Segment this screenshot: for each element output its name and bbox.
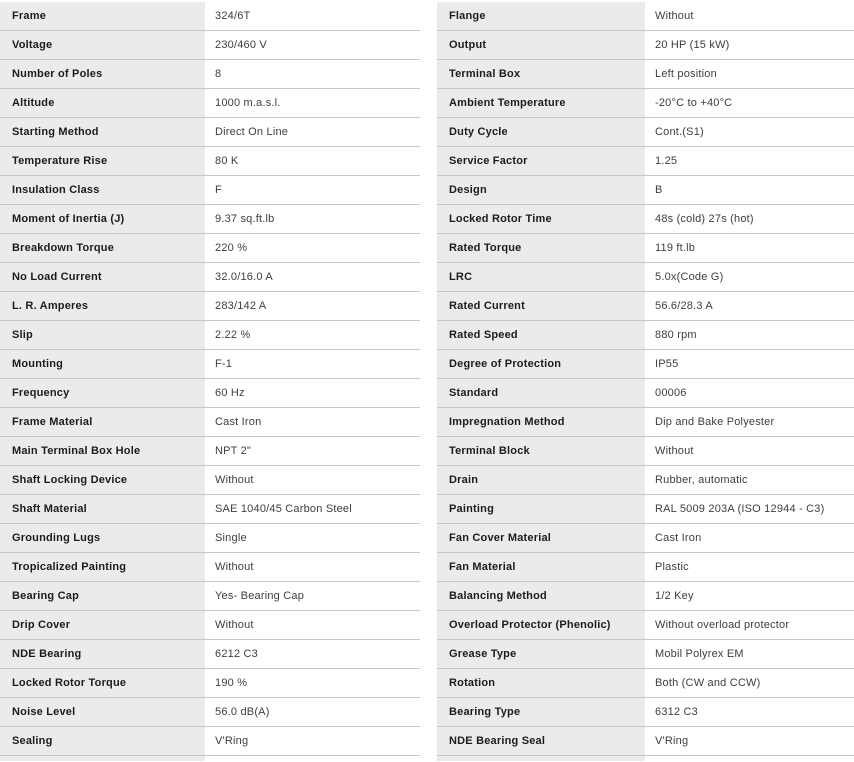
spec-label: Temperature Rise [0, 147, 205, 175]
spec-row [0, 379, 420, 408]
spec-row [0, 437, 420, 466]
spec-label: LRC [437, 263, 645, 291]
spec-label [437, 756, 645, 761]
spec-row [437, 89, 854, 118]
spec-label: Insulation Class [0, 176, 205, 204]
spec-row [0, 582, 420, 611]
spec-value: 56.6/28.3 A [645, 292, 854, 320]
spec-label: Mounting [0, 350, 205, 378]
spec-value: 283/142 A [205, 292, 420, 320]
spec-label: Painting [437, 495, 645, 523]
spec-value: 2.22 % [205, 321, 420, 349]
spec-row [437, 118, 854, 147]
spec-row [437, 60, 854, 89]
spec-row [0, 60, 420, 89]
spec-row [437, 205, 854, 234]
spec-label: Noise Level [0, 698, 205, 726]
spec-value [645, 756, 854, 761]
spec-value: Rubber, automatic [645, 466, 854, 494]
spec-label: Rated Current [437, 292, 645, 320]
spec-row [437, 640, 854, 669]
spec-value: Cast Iron [645, 524, 854, 552]
spec-label: Altitude [0, 89, 205, 117]
spec-table-right [437, 2, 854, 761]
spec-value: 6312 C3 [645, 698, 854, 726]
spec-row [0, 176, 420, 205]
spec-row [437, 727, 854, 756]
spec-value: 324/6T [205, 2, 420, 30]
spec-row [437, 292, 854, 321]
spec-value: Without [645, 2, 854, 30]
spec-label: No Load Current [0, 263, 205, 291]
spec-label: Frame Material [0, 408, 205, 436]
spec-row [0, 698, 420, 727]
spec-row [437, 350, 854, 379]
spec-label: Rated Torque [437, 234, 645, 262]
spec-row [0, 205, 420, 234]
spec-row [437, 698, 854, 727]
spec-label: Design [437, 176, 645, 204]
spec-row [0, 234, 420, 263]
spec-label: Voltage [0, 31, 205, 59]
spec-label: Bearing Cap [0, 582, 205, 610]
spec-label: Rated Speed [437, 321, 645, 349]
spec-label: Tropicalized Painting [0, 553, 205, 581]
spec-value: 119 ft.lb [645, 234, 854, 262]
spec-value: IP55 [645, 350, 854, 378]
spec-row-partial [0, 756, 420, 761]
spec-label: Frequency [0, 379, 205, 407]
spec-row [437, 408, 854, 437]
spec-row [0, 89, 420, 118]
spec-value: 220 % [205, 234, 420, 262]
spec-value: Yes- Bearing Cap [205, 582, 420, 610]
spec-row-partial [437, 756, 854, 761]
spec-label: Sealing [0, 727, 205, 755]
spec-value: 00006 [645, 379, 854, 407]
spec-label: Overload Protector (Phenolic) [437, 611, 645, 639]
spec-value: 880 rpm [645, 321, 854, 349]
spec-value: B [645, 176, 854, 204]
spec-value: Direct On Line [205, 118, 420, 146]
spec-value: Without overload protector [645, 611, 854, 639]
spec-value: V'Ring [205, 727, 420, 755]
spec-value: V'Ring [645, 727, 854, 755]
spec-row [0, 495, 420, 524]
spec-row [0, 669, 420, 698]
spec-label: Bearing Type [437, 698, 645, 726]
spec-value: 1000 m.a.s.l. [205, 89, 420, 117]
spec-label: L. R. Amperes [0, 292, 205, 320]
spec-value: F-1 [205, 350, 420, 378]
spec-value: 8 [205, 60, 420, 88]
spec-row [437, 582, 854, 611]
spec-row [0, 350, 420, 379]
spec-value: 48s (cold) 27s (hot) [645, 205, 854, 233]
spec-row [0, 466, 420, 495]
spec-value: 9.37 sq.ft.lb [205, 205, 420, 233]
spec-row [0, 31, 420, 60]
spec-row [437, 379, 854, 408]
spec-label: Impregnation Method [437, 408, 645, 436]
spec-row [0, 118, 420, 147]
spec-row [437, 495, 854, 524]
spec-value: Without [645, 437, 854, 465]
spec-row [437, 321, 854, 350]
spec-row [437, 263, 854, 292]
spec-label: Degree of Protection [437, 350, 645, 378]
spec-label: Ambient Temperature [437, 89, 645, 117]
spec-value: SAE 1040/45 Carbon Steel [205, 495, 420, 523]
spec-label: NDE Bearing Seal [437, 727, 645, 755]
spec-value [205, 756, 420, 761]
spec-label: Terminal Block [437, 437, 645, 465]
spec-row [437, 466, 854, 495]
spec-label: Locked Rotor Torque [0, 669, 205, 697]
spec-label: Shaft Material [0, 495, 205, 523]
spec-label: Terminal Box [437, 60, 645, 88]
spec-row [0, 727, 420, 756]
spec-label: Grounding Lugs [0, 524, 205, 552]
spec-label: Main Terminal Box Hole [0, 437, 205, 465]
spec-row [0, 321, 420, 350]
spec-label: Fan Material [437, 553, 645, 581]
spec-label: Duty Cycle [437, 118, 645, 146]
spec-row [0, 640, 420, 669]
spec-value: Without [205, 553, 420, 581]
spec-value: Without [205, 466, 420, 494]
spec-value: 1/2 Key [645, 582, 854, 610]
spec-row [437, 437, 854, 466]
spec-value: Cast Iron [205, 408, 420, 436]
spec-value: Left position [645, 60, 854, 88]
spec-row [0, 611, 420, 640]
spec-value: 230/460 V [205, 31, 420, 59]
spec-label: Breakdown Torque [0, 234, 205, 262]
spec-row [437, 176, 854, 205]
spec-value: Single [205, 524, 420, 552]
spec-value: RAL 5009 203A (ISO 12944 - C3) [645, 495, 854, 523]
spec-value: 5.0x(Code G) [645, 263, 854, 291]
spec-value: 1.25 [645, 147, 854, 175]
spec-label: Grease Type [437, 640, 645, 668]
spec-value: NPT 2" [205, 437, 420, 465]
spec-row [437, 553, 854, 582]
spec-value: Both (CW and CCW) [645, 669, 854, 697]
spec-value: 60 Hz [205, 379, 420, 407]
spec-label [0, 756, 205, 761]
spec-value: 80 K [205, 147, 420, 175]
spec-label: Flange [437, 2, 645, 30]
spec-row [437, 524, 854, 553]
spec-row [0, 524, 420, 553]
spec-value: Plastic [645, 553, 854, 581]
spec-label: Rotation [437, 669, 645, 697]
spec-label: Balancing Method [437, 582, 645, 610]
spec-label: Shaft Locking Device [0, 466, 205, 494]
spec-row [0, 2, 420, 31]
spec-row [437, 611, 854, 640]
spec-label: Fan Cover Material [437, 524, 645, 552]
spec-value: 190 % [205, 669, 420, 697]
spec-row [0, 292, 420, 321]
spec-label: NDE Bearing [0, 640, 205, 668]
spec-value: Mobil Polyrex EM [645, 640, 854, 668]
spec-label: Service Factor [437, 147, 645, 175]
spec-value: Without [205, 611, 420, 639]
spec-label: Locked Rotor Time [437, 205, 645, 233]
spec-row [437, 31, 854, 60]
spec-value: 32.0/16.0 A [205, 263, 420, 291]
spec-row [437, 147, 854, 176]
spec-label: Moment of Inertia (J) [0, 205, 205, 233]
spec-label: Frame [0, 2, 205, 30]
spec-row [437, 669, 854, 698]
spec-value: -20°C to +40°C [645, 89, 854, 117]
spec-label: Drip Cover [0, 611, 205, 639]
spec-row [0, 263, 420, 292]
spec-value: 20 HP (15 kW) [645, 31, 854, 59]
spec-value: F [205, 176, 420, 204]
spec-row [0, 147, 420, 176]
spec-label: Starting Method [0, 118, 205, 146]
spec-row [0, 408, 420, 437]
spec-table-left [0, 2, 420, 761]
spec-value: 6212 C3 [205, 640, 420, 668]
spec-label: Slip [0, 321, 205, 349]
spec-label: Standard [437, 379, 645, 407]
spec-row [437, 2, 854, 31]
spec-value: 56.0 dB(A) [205, 698, 420, 726]
spec-row [437, 234, 854, 263]
spec-label: Drain [437, 466, 645, 494]
spec-row [0, 553, 420, 582]
spec-value: Dip and Bake Polyester [645, 408, 854, 436]
spec-label: Number of Poles [0, 60, 205, 88]
spec-value: Cont.(S1) [645, 118, 854, 146]
spec-label: Output [437, 31, 645, 59]
